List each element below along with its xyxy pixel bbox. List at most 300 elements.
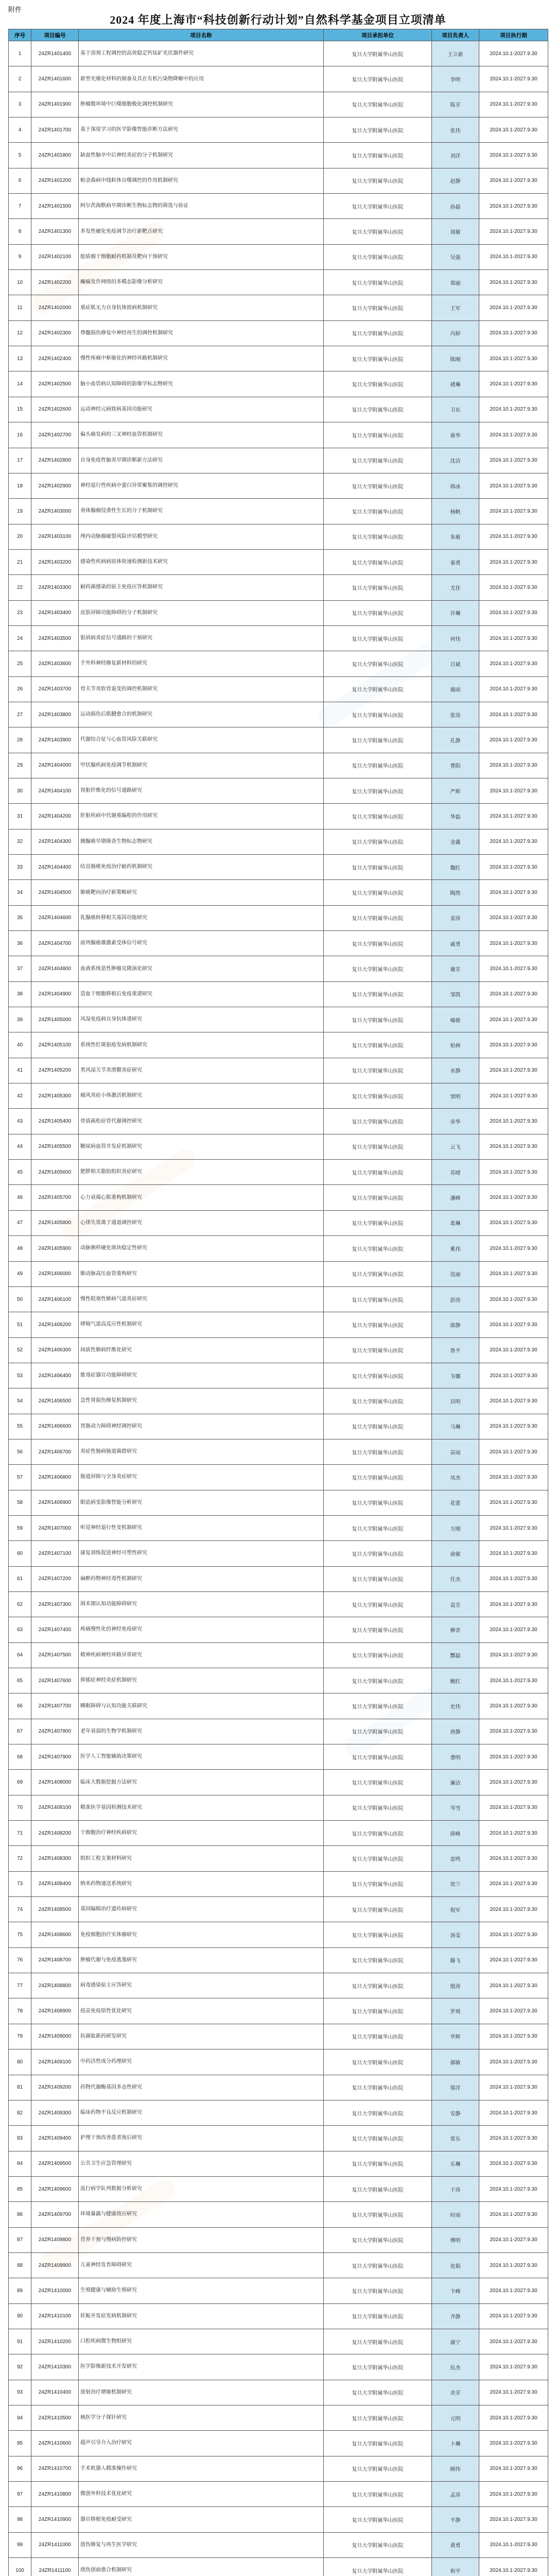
cell-period: 2024.10.1-2027.9.30 — [479, 1973, 548, 1998]
cell-pi: 李明 — [432, 66, 479, 92]
cell-index: 84 — [9, 2151, 31, 2176]
cell-project-name: 疫苗免疫原性优化研究 — [79, 1998, 324, 2024]
cell-project-name: 医学人工智能辅助决策研究 — [79, 1744, 324, 1770]
cell-project-code: 24ZR1404700 — [31, 931, 79, 956]
cell-institution: 复旦大学附属华山医院 — [324, 2303, 432, 2329]
cell-project-code: 24ZR1402200 — [31, 270, 79, 295]
cell-period: 2024.10.1-2027.9.30 — [479, 1261, 548, 1286]
cell-index: 39 — [9, 1007, 31, 1032]
table-row — [9, 2126, 548, 2151]
cell-project-name: 心律失常离子通道调控研究 — [79, 1210, 324, 1235]
cell-period: 2024.10.1-2027.9.30 — [479, 1236, 548, 1261]
cell-index: 73 — [9, 1871, 31, 1896]
cell-institution: 复旦大学附属华山医院 — [324, 397, 432, 422]
cell-institution: 复旦大学附属华山医院 — [324, 1541, 432, 1566]
cell-index: 28 — [9, 727, 31, 753]
cell-project-name: 运动损伤后肌腱愈合的机制研究 — [79, 702, 324, 727]
table-row — [9, 219, 548, 244]
cell-project-code: 24ZR1407700 — [31, 1693, 79, 1719]
cell-pi: 韦娜 — [432, 1363, 479, 1388]
cell-period: 2024.10.1-2027.9.30 — [479, 66, 548, 92]
table-row — [9, 168, 548, 193]
cell-index: 30 — [9, 778, 31, 803]
cell-institution: 复旦大学附属华山医院 — [324, 2482, 432, 2507]
cell-period: 2024.10.1-2027.9.30 — [479, 1770, 548, 1795]
cell-period: 2024.10.1-2027.9.30 — [479, 1134, 548, 1159]
cell-pi: 葛琳 — [432, 1210, 479, 1235]
cell-project-code: 24ZR1409000 — [31, 2024, 79, 2049]
cell-index: 46 — [9, 1185, 31, 1210]
cell-project-name: 新型光催化材料的制备及其在有机污染物降解中的应用 — [79, 66, 324, 92]
cell-period: 2024.10.1-2027.9.30 — [479, 1185, 548, 1210]
cell-project-code: 24ZR1402900 — [31, 473, 79, 498]
cell-pi: 黄勇 — [432, 2532, 479, 2557]
table-row — [9, 575, 548, 600]
table-row — [9, 1210, 548, 1235]
cell-index: 83 — [9, 2126, 31, 2151]
cell-period: 2024.10.1-2027.9.30 — [479, 2227, 548, 2252]
cell-institution: 复旦大学附属华山医院 — [324, 778, 432, 803]
cell-period: 2024.10.1-2027.9.30 — [479, 1109, 548, 1134]
table-row — [9, 1795, 548, 1820]
table-row — [9, 1591, 548, 1617]
cell-index: 2 — [9, 66, 31, 92]
cell-pi: 伍杰 — [432, 2354, 479, 2380]
cell-institution: 复旦大学附属华山医院 — [324, 702, 432, 727]
cell-pi: 卞峰 — [432, 2278, 479, 2303]
cell-institution: 复旦大学附属华山医院 — [324, 1897, 432, 1922]
cell-index: 45 — [9, 1160, 31, 1185]
cell-pi: 潘峰 — [432, 1185, 479, 1210]
cell-index: 16 — [9, 422, 31, 448]
cell-pi: 卜琳 — [432, 2431, 479, 2456]
table-row — [9, 1668, 548, 1693]
table-row — [9, 829, 548, 854]
cell-project-name: 胃肠动力障碍神经调控研究 — [79, 1414, 324, 1439]
cell-project-code: 24ZR1402700 — [31, 422, 79, 448]
cell-pi: 余芳 — [432, 2380, 479, 2405]
cell-index: 42 — [9, 1083, 31, 1109]
table-row — [9, 1109, 548, 1134]
cell-institution: 复旦大学附属华山医院 — [324, 1795, 432, 1820]
cell-project-name: 急性肾损伤修复机制研究 — [79, 1388, 324, 1414]
cell-project-name: 糖尿病血管并发症机制研究 — [79, 1134, 324, 1159]
table-row — [9, 92, 548, 117]
cell-institution: 复旦大学附属华山医院 — [324, 371, 432, 397]
cell-institution: 复旦大学附属华山医院 — [324, 1388, 432, 1414]
cell-pi: 雷鸣 — [432, 1846, 479, 1871]
cell-institution: 复旦大学附属华山医院 — [324, 676, 432, 702]
cell-pi: 谢芳 — [432, 956, 479, 981]
cell-period: 2024.10.1-2027.9.30 — [479, 2303, 548, 2329]
table-row — [9, 2227, 548, 2252]
cell-index: 75 — [9, 1922, 31, 1947]
cell-pi: 尤佳 — [432, 575, 479, 600]
cell-pi: 孟涛 — [432, 2482, 479, 2507]
cell-pi: 安静 — [432, 2100, 479, 2125]
table-row — [9, 1693, 548, 1719]
cell-period: 2024.10.1-2027.9.30 — [479, 168, 548, 193]
cell-institution: 复旦大学附属华山医院 — [324, 66, 432, 92]
table-row — [9, 2303, 548, 2329]
cell-institution: 复旦大学附属华山医院 — [324, 2049, 432, 2075]
cell-index: 22 — [9, 575, 31, 600]
cell-institution: 复旦大学附属华山医院 — [324, 346, 432, 371]
cell-index: 67 — [9, 1719, 31, 1744]
cell-institution: 复旦大学附属华山医院 — [324, 1719, 432, 1744]
cell-institution: 复旦大学附属华山医院 — [324, 499, 432, 524]
cell-period: 2024.10.1-2027.9.30 — [479, 600, 548, 625]
table-row — [9, 2482, 548, 2507]
cell-period: 2024.10.1-2027.9.30 — [479, 524, 548, 549]
cell-period: 2024.10.1-2027.9.30 — [479, 2126, 548, 2151]
table-row — [9, 2024, 548, 2049]
cell-project-code: 24ZR1409700 — [31, 2202, 79, 2227]
cell-project-name: 帕金森病中线粒体自噬调控的作用机制研究 — [79, 168, 324, 193]
cell-project-code: 24ZR1403800 — [31, 702, 79, 727]
cell-index: 8 — [9, 219, 31, 244]
cell-institution: 复旦大学附属华山医院 — [324, 753, 432, 778]
cell-project-code: 24ZR1401900 — [31, 92, 79, 117]
table-row — [9, 1541, 548, 1566]
cell-project-code: 24ZR1406700 — [31, 1439, 79, 1464]
cell-index: 3 — [9, 92, 31, 117]
cell-period: 2024.10.1-2027.9.30 — [479, 625, 548, 651]
cell-project-code: 24ZR1407800 — [31, 1719, 79, 1744]
cell-period: 2024.10.1-2027.9.30 — [479, 2532, 548, 2557]
cell-pi: 戚勇 — [432, 931, 479, 956]
cell-project-name: 纳米药物递送系统研究 — [79, 1871, 324, 1896]
cell-institution: 复旦大学附属华山医院 — [324, 905, 432, 930]
cell-institution: 复旦大学附属华山医院 — [324, 1744, 432, 1770]
cell-institution: 复旦大学附属华山医院 — [324, 1261, 432, 1286]
cell-institution: 复旦大学附属华山医院 — [324, 855, 432, 880]
column-header-name: 项目名称 — [79, 29, 324, 41]
cell-project-name: 偏头痛发病的三叉神经血管机制研究 — [79, 422, 324, 448]
table-row — [9, 1388, 548, 1414]
cell-project-name: 炎症性肠病肠道菌群研究 — [79, 1439, 324, 1464]
cell-project-name: 肝脏疾病中代谢重编程的作用研究 — [79, 804, 324, 829]
table-row — [9, 2380, 548, 2405]
cell-pi: 韩冰 — [432, 473, 479, 498]
cell-index: 10 — [9, 270, 31, 295]
cell-institution: 复旦大学附属华山医院 — [324, 600, 432, 625]
table-row — [9, 270, 548, 295]
cell-period: 2024.10.1-2027.9.30 — [479, 1821, 548, 1846]
cell-index: 72 — [9, 1846, 31, 1871]
cell-period: 2024.10.1-2027.9.30 — [479, 727, 548, 753]
cell-project-name: 乳腺癌转移相关基因功能研究 — [79, 905, 324, 930]
cell-project-code: 24ZR1404000 — [31, 753, 79, 778]
table-row — [9, 524, 548, 549]
cell-period: 2024.10.1-2027.9.30 — [479, 2278, 548, 2303]
cell-pi: 鲁平 — [432, 1337, 479, 1363]
cell-index: 88 — [9, 2252, 31, 2278]
cell-project-name: 护理干预改善患者预后研究 — [79, 2126, 324, 2151]
cell-project-code: 24ZR1407500 — [31, 1642, 79, 1668]
cell-project-name: 动脉粥样硬化斑块稳定性研究 — [79, 1236, 324, 1261]
cell-project-name: 放射治疗增敏机制研究 — [79, 2380, 324, 2405]
table-row — [9, 1465, 548, 1490]
cell-project-name: 基于溶剂工程调控的高效稳定钙钛矿光伏器件研究 — [79, 41, 324, 66]
cell-index: 40 — [9, 1032, 31, 1058]
cell-pi: 吴强 — [432, 244, 479, 269]
cell-institution: 复旦大学附属华山医院 — [324, 1236, 432, 1261]
cell-project-code: 24ZR1409800 — [31, 2227, 79, 2252]
cell-project-code: 24ZR1405000 — [31, 1007, 79, 1032]
table-row — [9, 2558, 548, 2576]
cell-project-name: 中药活性成分药理研究 — [79, 2049, 324, 2075]
table-row — [9, 244, 548, 269]
cell-pi: 凤杰 — [432, 1465, 479, 1490]
cell-index: 89 — [9, 2278, 31, 2303]
cell-institution: 复旦大学附属华山医院 — [324, 1083, 432, 1109]
table-row — [9, 549, 548, 574]
cell-pi: 赵静 — [432, 168, 479, 193]
cell-pi: 何伟 — [432, 625, 479, 651]
cell-pi: 喻敏 — [432, 1007, 479, 1032]
cell-institution: 复旦大学附属华山医院 — [324, 1210, 432, 1235]
table-row — [9, 117, 548, 143]
cell-index: 15 — [9, 397, 31, 422]
cell-index: 6 — [9, 168, 31, 193]
cell-project-name: 超声引导介入治疗研究 — [79, 2431, 324, 2456]
cell-project-code: 24ZR1408300 — [31, 1846, 79, 1871]
cell-period: 2024.10.1-2027.9.30 — [479, 956, 548, 981]
table-row — [9, 2431, 548, 2456]
cell-institution: 复旦大学附属华山医院 — [324, 1922, 432, 1947]
cell-pi: 王军 — [432, 295, 479, 320]
cell-period: 2024.10.1-2027.9.30 — [479, 1541, 548, 1566]
cell-project-code: 24ZR1404400 — [31, 855, 79, 880]
cell-project-name: 基于深度学习的医学影像智能诊断方法研究 — [79, 117, 324, 143]
cell-pi: 严辉 — [432, 778, 479, 803]
cell-index: 53 — [9, 1363, 31, 1388]
cell-institution: 复旦大学附属华山医院 — [324, 2456, 432, 2481]
cell-institution: 复旦大学附属华山医院 — [324, 981, 432, 1007]
cell-period: 2024.10.1-2027.9.30 — [479, 397, 548, 422]
cell-index: 51 — [9, 1312, 31, 1337]
table-row — [9, 1337, 548, 1363]
cell-project-name: 系统性红斑狼疮发病机制研究 — [79, 1032, 324, 1058]
cell-project-code: 24ZR1411000 — [31, 2532, 79, 2557]
cell-index: 91 — [9, 2329, 31, 2354]
table-row — [9, 651, 548, 676]
cell-project-name: 手外科神经修复新材料的研究 — [79, 651, 324, 676]
cell-project-code: 24ZR1402000 — [31, 295, 79, 320]
cell-period: 2024.10.1-2027.9.30 — [479, 2100, 548, 2125]
cell-index: 41 — [9, 1058, 31, 1083]
cell-project-name: 前列腺癌雄激素受体信号研究 — [79, 931, 324, 956]
cell-period: 2024.10.1-2027.9.30 — [479, 1617, 548, 1642]
cell-project-code: 24ZR1406600 — [31, 1414, 79, 1439]
cell-project-name: 肺癌靶向治疗新策略研究 — [79, 880, 324, 905]
cell-index: 65 — [9, 1668, 31, 1693]
cell-period: 2024.10.1-2027.9.30 — [479, 855, 548, 880]
cell-project-name: 肥胖相关脂肪组织炎症研究 — [79, 1160, 324, 1185]
cell-institution: 复旦大学附属华山医院 — [324, 2354, 432, 2380]
cell-period: 2024.10.1-2027.9.30 — [479, 1439, 548, 1464]
cell-project-code: 24ZR1405900 — [31, 1236, 79, 1261]
cell-pi: 时雨 — [432, 2202, 479, 2227]
cell-institution: 复旦大学附属华山医院 — [324, 2558, 432, 2576]
cell-pi: 马琳 — [432, 1414, 479, 1439]
cell-pi: 彭涛 — [432, 1286, 479, 1312]
cell-index: 69 — [9, 1770, 31, 1795]
cell-project-name: 公共卫生应急管理研究 — [79, 2151, 324, 2176]
cell-project-code: 24ZR1405800 — [31, 1210, 79, 1235]
cell-index: 1 — [9, 41, 31, 66]
cell-project-name: 肿瘤代谢与免疫逃逸研究 — [79, 1947, 324, 1973]
cell-project-name: 儿童神经发育障碍研究 — [79, 2252, 324, 2278]
cell-project-name: 甲状腺疾病免疫调节机制研究 — [79, 753, 324, 778]
cell-pi: 元明 — [432, 2405, 479, 2430]
table-row — [9, 1236, 548, 1261]
cell-index: 96 — [9, 2456, 31, 2481]
cell-index: 23 — [9, 600, 31, 625]
table-row — [9, 397, 548, 422]
cell-index: 26 — [9, 676, 31, 702]
cell-project-code: 24ZR1402400 — [31, 346, 79, 371]
cell-project-name: 心力衰竭心肌重构机制研究 — [79, 1185, 324, 1210]
cell-project-name: 风湿免疫病自身抗体谱研究 — [79, 1007, 324, 1032]
table-row — [9, 753, 548, 778]
cell-institution: 复旦大学附属华山医院 — [324, 1770, 432, 1795]
cell-pi: 朱敏 — [432, 524, 479, 549]
cell-project-name: 病毒感染宿主应答研究 — [79, 1973, 324, 1998]
cell-institution: 复旦大学附属华山医院 — [324, 1617, 432, 1642]
cell-project-code: 24ZR1409400 — [31, 2126, 79, 2151]
cell-pi: 倪军 — [432, 1897, 479, 1922]
cell-project-name: 环境暴露与健康效应研究 — [79, 2202, 324, 2227]
cell-period: 2024.10.1-2027.9.30 — [479, 117, 548, 143]
cell-project-name: 抗菌肽新药研发研究 — [79, 2024, 324, 2049]
cell-period: 2024.10.1-2027.9.30 — [479, 880, 548, 905]
cell-pi: 鲍红 — [432, 1668, 479, 1693]
cell-index: 12 — [9, 320, 31, 346]
cell-pi: 陈芳 — [432, 92, 479, 117]
cell-pi: 苏晴 — [432, 1160, 479, 1185]
cell-project-name: 临床药物不良反应机制研究 — [79, 2100, 324, 2125]
cell-project-code: 24ZR1401200 — [31, 168, 79, 193]
cell-pi: 罗琪 — [432, 1998, 479, 2024]
table-row — [9, 2176, 548, 2201]
table-row — [9, 66, 548, 92]
cell-project-name: 肾脏纤维化的信号通路研究 — [79, 778, 324, 803]
cell-pi: 章华 — [432, 1109, 479, 1134]
table-row — [9, 905, 548, 930]
cell-period: 2024.10.1-2027.9.30 — [479, 1668, 548, 1693]
cell-pi: 姜涛 — [432, 905, 479, 930]
cell-project-name: 缺血性脑卒中后神经炎症的分子机制研究 — [79, 143, 324, 168]
cell-index: 98 — [9, 2507, 31, 2532]
cell-project-name: 胰腺癌早期筛查生物标志物研究 — [79, 829, 324, 854]
cell-project-name: 皮肤屏障功能障碍的分子机制研究 — [79, 600, 324, 625]
cell-project-code: 24ZR1408500 — [31, 1897, 79, 1922]
cell-index: 100 — [9, 2558, 31, 2576]
cell-period: 2024.10.1-2027.9.30 — [479, 1998, 548, 2024]
cell-institution: 复旦大学附属华山医院 — [324, 804, 432, 829]
cell-institution: 复旦大学附属华山医院 — [324, 194, 432, 219]
cell-period: 2024.10.1-2027.9.30 — [479, 1363, 548, 1388]
cell-period: 2024.10.1-2027.9.30 — [479, 1160, 548, 1185]
cell-index: 18 — [9, 473, 31, 498]
cell-institution: 复旦大学附属华山医院 — [324, 2202, 432, 2227]
cell-project-code: 24ZR1403200 — [31, 549, 79, 574]
table-row — [9, 981, 548, 1007]
cell-period: 2024.10.1-2027.9.30 — [479, 2482, 548, 2507]
cell-pi: 曹阳 — [432, 753, 479, 778]
cell-project-code: 24ZR1407600 — [31, 1668, 79, 1693]
cell-index: 71 — [9, 1821, 31, 1846]
cell-index: 79 — [9, 2024, 31, 2049]
cell-pi: 秦勇 — [432, 549, 479, 574]
table-row — [9, 2252, 548, 2278]
cell-period: 2024.10.1-2027.9.30 — [479, 1414, 548, 1439]
cell-period: 2024.10.1-2027.9.30 — [479, 1897, 548, 1922]
table-row — [9, 2100, 548, 2125]
cell-project-name: 间质性肺病纤维化研究 — [79, 1337, 324, 1363]
table-row — [9, 1973, 548, 1998]
cell-institution: 复旦大学附属华山医院 — [324, 1414, 432, 1439]
cell-period: 2024.10.1-2027.9.30 — [479, 2329, 548, 2354]
cell-pi: 吕斌 — [432, 651, 479, 676]
cell-institution: 复旦大学附属华山医院 — [324, 143, 432, 168]
cell-pi: 孔静 — [432, 727, 479, 753]
cell-pi: 水静 — [432, 1058, 479, 1083]
cell-project-code: 24ZR1405300 — [31, 1083, 79, 1109]
table-row — [9, 2354, 548, 2380]
column-header-pi: 项目负责人 — [432, 29, 479, 41]
cell-index: 19 — [9, 499, 31, 524]
table-row — [9, 2075, 548, 2100]
cell-pi: 王立新 — [432, 41, 479, 66]
cell-period: 2024.10.1-2027.9.30 — [479, 2380, 548, 2405]
cell-index: 78 — [9, 1998, 31, 2024]
cell-project-code: 24ZR1407900 — [31, 1744, 79, 1770]
cell-period: 2024.10.1-2027.9.30 — [479, 753, 548, 778]
table-row — [9, 422, 548, 448]
cell-institution: 复旦大学附属华山医院 — [324, 1134, 432, 1159]
cell-pi: 周敏 — [432, 219, 479, 244]
cell-institution: 复旦大学附属华山医院 — [324, 727, 432, 753]
cell-project-name: 耐药菌感染的宿主免疫应答机制研究 — [79, 575, 324, 600]
cell-index: 93 — [9, 2380, 31, 2405]
cell-period: 2024.10.1-2027.9.30 — [479, 219, 548, 244]
cell-index: 21 — [9, 549, 31, 574]
cell-project-name: 癫痫发作网络的多模态影像分析研究 — [79, 270, 324, 295]
cell-project-code: 24ZR1410600 — [31, 2431, 79, 2456]
cell-pi: 贺兰 — [432, 1871, 479, 1896]
cell-project-name: 老年衰弱的生物学机制研究 — [79, 1719, 324, 1744]
table-row — [9, 1947, 548, 1973]
cell-period: 2024.10.1-2027.9.30 — [479, 1744, 548, 1770]
cell-project-code: 24ZR1401700 — [31, 117, 79, 143]
cell-institution: 复旦大学附属华山医院 — [324, 2278, 432, 2303]
cell-project-code: 24ZR1409500 — [31, 2151, 79, 2176]
cell-period: 2024.10.1-2027.9.30 — [479, 346, 548, 371]
cell-project-code: 24ZR1407400 — [31, 1617, 79, 1642]
table-row — [9, 676, 548, 702]
cell-project-code: 24ZR1405200 — [31, 1058, 79, 1083]
cell-index: 80 — [9, 2049, 31, 2075]
cell-project-name: 重症肌无力自身抗体致病机制研究 — [79, 295, 324, 320]
cell-project-code: 24ZR1401500 — [31, 194, 79, 219]
cell-project-code: 24ZR1408900 — [31, 1998, 79, 2024]
cell-pi: 施雨 — [432, 676, 479, 702]
cell-project-name: 慢性阻塞性肺病气道炎症研究 — [79, 1286, 324, 1312]
cell-pi: 魏红 — [432, 855, 479, 880]
